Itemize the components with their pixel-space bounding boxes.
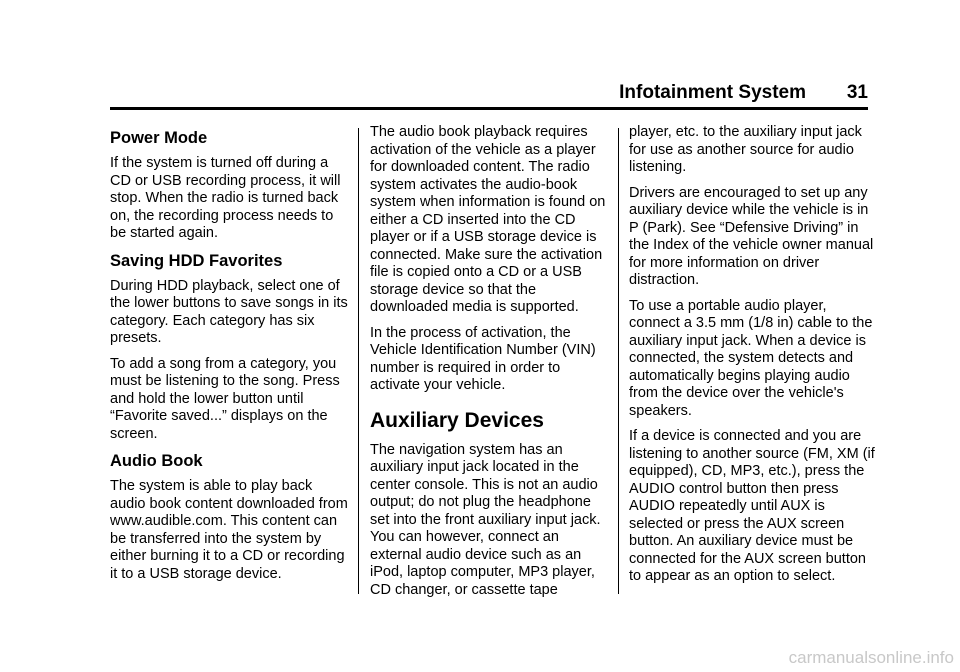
column-1 [110, 124, 350, 591]
watermark: carmanualsonline.info [788, 648, 954, 667]
paragraph: The system is able to play back audio book content downloaded from www.audible.com. This content can be transferred into the system by either burning it to a CD or recording it to a USB storage device. [110, 478, 348, 582]
header-rule [110, 107, 868, 110]
column-3 [629, 124, 875, 594]
column-divider [358, 128, 359, 594]
heading-audio-book: Audio Book [110, 452, 203, 470]
paragraph: The navigation system has an auxiliary input jack located in the center console. This is not an audio output; do not plug the headphone set into the front auxiliary input jack. You can however, connect an external audio device such as an iPod, laptop computer, MP3 player, CD changer, or cassette tape [370, 441, 601, 598]
paragraph: If a device is connected and you are listening to another source (FM, XM (if equipped), CD, MP3, etc.), press the AUDIO control button then press AUDIO repeatedly until AUX is selected or press the AUX screen button. An auxiliary device must be connected for the AUX screen button to appear as an option to select. [629, 428, 875, 584]
heading-auxiliary-devices: Auxiliary Devices [370, 408, 544, 432]
paragraph: In the process of activation, the Vehicle Identification Number (VIN) number is required in order to activate your vehicle. [370, 324, 596, 393]
page-number: 31 [846, 82, 868, 103]
section-title: Infotainment System [619, 82, 806, 103]
paragraph: Drivers are encouraged to set up any auxiliary device while the vehicle is in P (Park). See “Defensive Driving” in the Index of the vehicle owner manual for more information on driver distraction. [629, 184, 874, 288]
paragraph: player, etc. to the auxiliary input jack for use as another source for audio listening. [629, 124, 862, 175]
column-2 [370, 124, 610, 607]
paragraph: To use a portable audio player, connect a 3.5 mm (1/8 in) cable to the auxiliary input jack. When a device is connected, the system detects and automatically begins playing audio from the device over the vehicle's speakers. [629, 297, 873, 419]
paragraph: During HDD playback, select one of the lower buttons to save songs in its category. Each category has six presets. [110, 277, 348, 346]
column-divider [618, 128, 619, 594]
paragraph: To add a song from a category, you must be listening to the song. Press and hold the lower button until “Favorite saved...” displays on the screen. [110, 355, 340, 442]
paragraph: If the system is turned off during a CD or USB recording process, it will stop. When the radio is turned back on, the recording process needs to be started again. [110, 155, 341, 241]
heading-power-mode: Power Mode [110, 129, 208, 147]
page-header [110, 80, 868, 106]
heading-saving-hdd-favorites: Saving HDD Favorites [110, 251, 283, 270]
paragraph: The audio book playback requires activation of the vehicle as a player for downloaded content. The radio system activates the audio-book system when information is found on either a CD inserted into the CD player or if a USB storage device is connected. Make sure the activation file is copied onto a CD or a USB storage device so that the downloaded media is supported. [370, 124, 606, 315]
